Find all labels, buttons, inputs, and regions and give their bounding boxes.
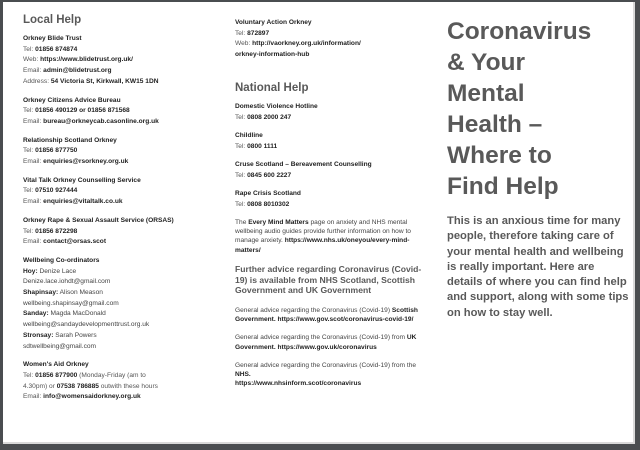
web-link[interactable]: http://vaorkney.org.uk/information/ <box>252 40 361 47</box>
national-help-heading: National Help <box>235 82 309 94</box>
email-link[interactable]: bureau@orkneycab.casonline.org.uk <box>43 117 159 125</box>
web-label: Web: <box>235 40 251 47</box>
further-advice-heading: Further advice regarding Coronavirus (Covid-19) is available from NHS Scotland, Scottish Government and UK Government <box>235 263 422 296</box>
tel-number[interactable]: 872897 <box>247 29 270 37</box>
advice-link[interactable]: https://www.nhsinform.scot/coronavirus <box>235 380 362 388</box>
local-help-column <box>23 14 228 411</box>
org-name: Wellbeing Co-ordinators <box>23 256 100 264</box>
area-label: Hoy: <box>23 267 38 275</box>
web-link-cont[interactable]: orkney-information-hub <box>235 50 310 58</box>
email-label: Email: <box>23 117 42 125</box>
tel-label: Tel: <box>235 200 246 208</box>
email-link[interactable]: Denize.lace.iohdt@gmail.com <box>23 278 111 286</box>
title-line: Where to <box>447 142 552 169</box>
tel-label: Tel: <box>235 113 246 121</box>
org-name: Orkney Rape & Sexual Assault Service (ORSAS) <box>23 216 174 224</box>
org-name: Women's Aid Orkney <box>23 361 89 369</box>
person-name: Alison Meason <box>59 289 103 297</box>
email-link[interactable]: admin@blidetrust.org <box>43 67 112 75</box>
tel-note: 4.30pm) or <box>23 382 55 390</box>
email-label: Email: <box>23 198 42 206</box>
tel-number[interactable]: 0800 1111 <box>247 142 278 150</box>
org-name: Cruse Scotland – Bereavement Counselling <box>235 161 372 168</box>
web-label: Web: <box>23 56 39 64</box>
email-link[interactable]: info@womensaidorkney.org.uk <box>43 393 141 401</box>
org-name: Voluntary Action Orkney <box>235 19 312 26</box>
org-entry <box>235 102 431 123</box>
org-entry <box>23 136 228 168</box>
tel-label: Tel: <box>235 29 246 37</box>
email-link[interactable]: contact@orsas.scot <box>43 238 107 246</box>
org-entry <box>23 96 228 128</box>
title-line: Find Help <box>447 173 559 200</box>
org-entry <box>235 18 431 60</box>
org-name: Relationship Scotland Orkney <box>23 136 117 144</box>
org-entry <box>235 189 431 210</box>
area-label: Sanday: <box>23 310 49 318</box>
email-label: Email: <box>23 238 42 246</box>
tel-number[interactable]: 01856 877750 <box>35 147 78 155</box>
advice-paragraph <box>235 306 431 324</box>
national-help-column <box>235 18 431 397</box>
para-text: General advice regarding the Coronavirus (Covid-19) <box>235 306 392 314</box>
email-label: Email: <box>23 393 42 401</box>
tel-label: Tel: <box>23 107 34 115</box>
tel-number[interactable]: 07538 786885 <box>56 382 99 390</box>
org-name: Vital Talk Orkney Counselling Service <box>23 176 141 184</box>
cover-column <box>447 16 632 321</box>
advice-link[interactable]: https://www.gov.uk/coronavirus <box>275 343 377 351</box>
para-text: General advice regarding the Coronavirus (Covid-19) from <box>235 334 407 342</box>
advice-link[interactable]: https://www.gov.scot/coronavirus-covid-19/ <box>275 316 414 324</box>
org-entry <box>23 176 228 208</box>
title-line: Coronavirus <box>447 18 592 45</box>
source-name: Scottish Government. <box>235 306 418 324</box>
every-mind-matters-name: Every Mind Matters <box>248 219 309 226</box>
tel-label: Tel: <box>23 227 34 235</box>
every-mind-matters-link[interactable]: https://www.nhs.uk/oneyou/every-mind-matters/ <box>235 237 410 254</box>
email-link[interactable]: wellbeing@sandaydevelopmenttrust.org.uk <box>23 321 150 329</box>
org-entry <box>23 216 228 248</box>
email-label: Email: <box>23 67 42 75</box>
tel-note: outwith these hours <box>100 382 158 390</box>
source-name: UK Government. <box>235 334 417 351</box>
leaflet-title <box>447 16 632 202</box>
advice-paragraph <box>235 333 431 351</box>
local-help-heading: Local Help <box>23 14 82 26</box>
tel-label: Tel: <box>23 45 34 53</box>
area-label: Shapinsay: <box>23 289 59 297</box>
tel-number[interactable]: 01856 872298 <box>35 227 78 235</box>
tel-note: (Monday-Friday (am to <box>79 371 146 379</box>
email-link[interactable]: enquiries@rsorkney.org.uk <box>43 158 129 166</box>
every-mind-matters-paragraph <box>235 218 431 255</box>
org-entry <box>235 131 431 152</box>
advice-paragraph <box>235 361 431 389</box>
tel-label: Tel: <box>23 147 34 155</box>
source-name: NHS. <box>235 370 251 378</box>
org-entry <box>23 34 228 88</box>
para-text: page on anxiety and NHS mental wellbeing audio guides provide further information on how to manage anxiety. <box>235 219 411 245</box>
tel-label: Tel: <box>235 142 246 150</box>
person-name: Magda MacDonald <box>50 310 106 318</box>
leaflet-page <box>3 2 635 444</box>
wellbeing-coordinators <box>23 256 228 352</box>
title-line: Mental <box>447 80 525 107</box>
title-line: & Your <box>447 49 526 76</box>
title-line: Health – <box>447 111 543 138</box>
org-name: Rape Crisis Scotland <box>235 190 301 197</box>
tel-number[interactable]: 01856 874874 <box>35 45 78 53</box>
tel-number[interactable]: 01856 877900 <box>35 371 78 379</box>
tel-label: Tel: <box>23 371 34 379</box>
person-name: Sarah Powers <box>55 331 97 339</box>
email-link[interactable]: wellbeing.shapinsay@gmail.com <box>23 299 119 307</box>
tel-label: Tel: <box>23 187 34 195</box>
email-link[interactable]: enquiries@vitaltalk.co.uk <box>43 198 123 206</box>
address: 54 Victoria St, Kirkwall, KW15 1DN <box>50 77 159 85</box>
tel-number[interactable]: 0845 600 2227 <box>247 171 292 179</box>
womens-aid-entry <box>23 360 228 403</box>
para-text: The <box>235 219 249 226</box>
tel-number[interactable]: 0808 2000 247 <box>247 113 292 121</box>
org-name: Orkney Citizens Advice Bureau <box>23 96 121 104</box>
tel-number[interactable]: 01856 490129 or 01856 871568 <box>35 107 130 115</box>
tel-number[interactable]: 0808 8010302 <box>247 200 290 208</box>
address-label: Address: <box>23 77 50 85</box>
para-text: General advice regarding the Coronavirus (Covid-19) from the <box>235 361 417 369</box>
org-name: Orkney Blide Trust <box>23 35 82 42</box>
org-entry <box>235 160 431 181</box>
email-link[interactable]: sdtwellbeing@gmail.com <box>23 342 97 350</box>
area-label: Stronsay: <box>23 331 54 339</box>
tel-number[interactable]: 07510 927444 <box>35 187 78 195</box>
intro-paragraph: This is an anxious time for many people, therefore taking care of your mental health and wellbeing is really important. Here are details of where you can find help and support, along with some tips on how to stay well. <box>447 215 629 319</box>
org-name: Domestic Violence Hotline <box>235 103 318 110</box>
org-name: Childline <box>235 132 263 139</box>
email-label: Email: <box>23 158 42 166</box>
person-name: Denize Lace <box>39 267 77 275</box>
tel-label: Tel: <box>235 171 246 179</box>
web-link[interactable]: https://www.blidetrust.org.uk/ <box>40 56 133 64</box>
